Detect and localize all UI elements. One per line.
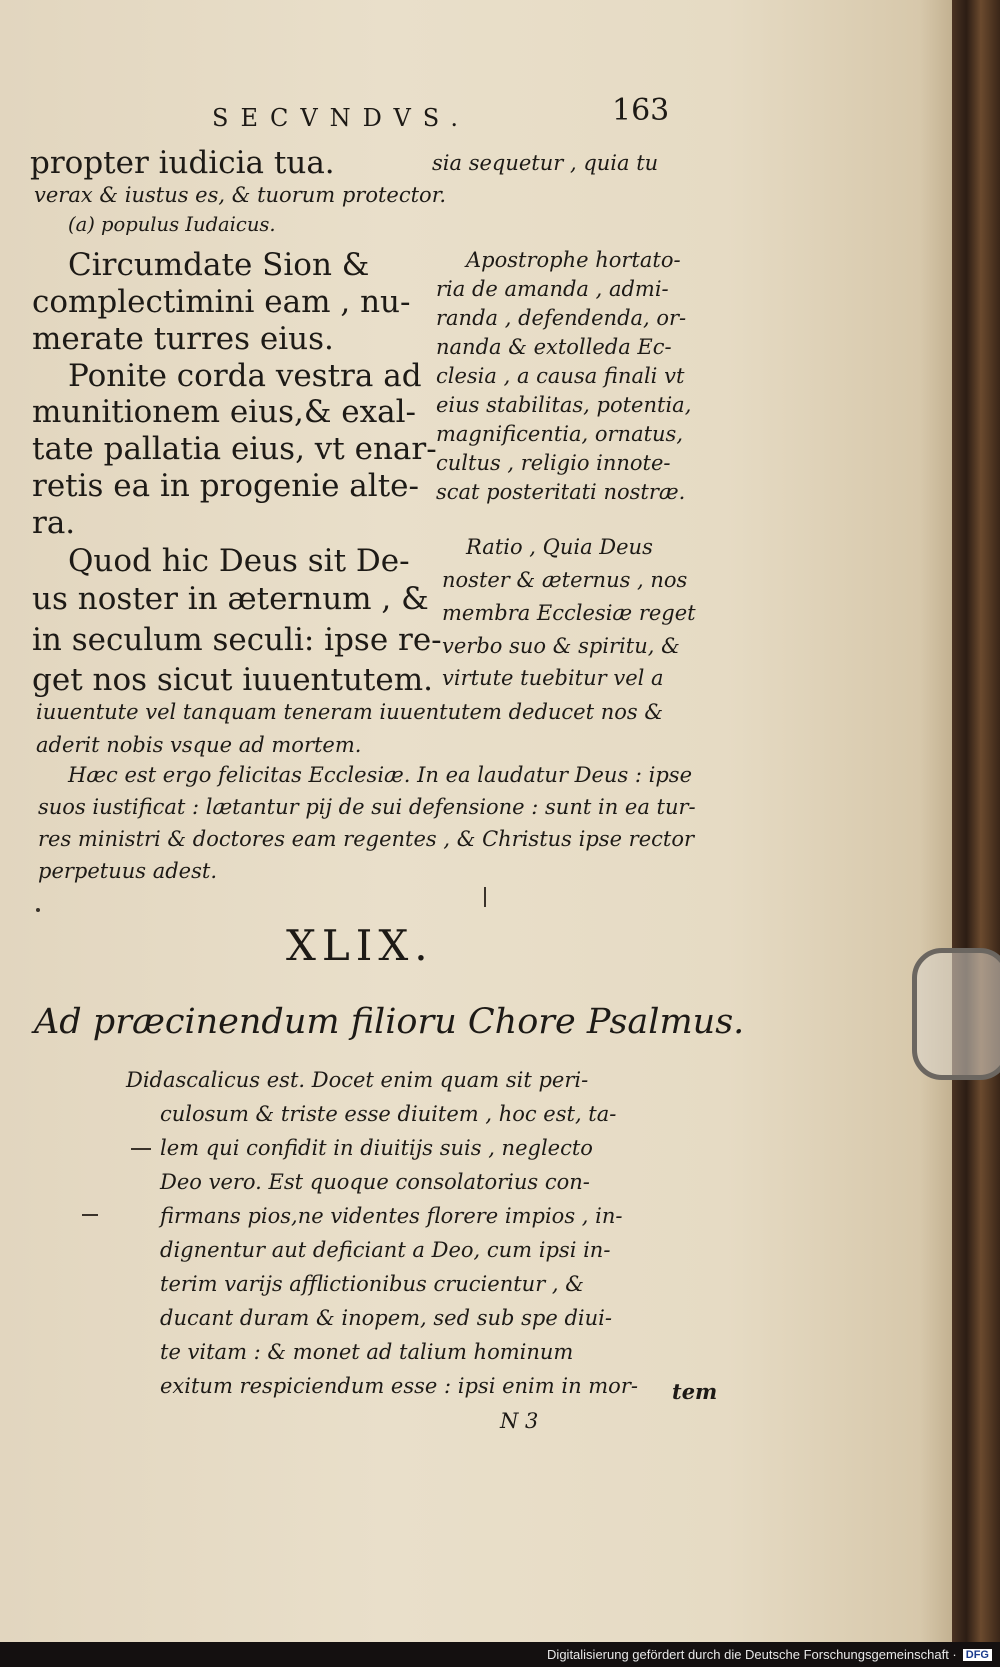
verse-line: merate turres eius. bbox=[32, 321, 334, 357]
credit-bar bbox=[0, 1642, 1000, 1667]
gloss-line: (a) populus Iudaicus. bbox=[68, 213, 276, 236]
argument-line: dignentur aut deficiant a Deo, cum ipsi in- bbox=[160, 1238, 611, 1262]
note-line: aderit nobis vsque ad mortem. bbox=[36, 733, 362, 757]
note-line: eius stabilitas, potentia, bbox=[436, 393, 692, 417]
note-line: clesia , a causa finali vt bbox=[436, 364, 685, 388]
page-number: 163 bbox=[612, 93, 670, 128]
ink-mark bbox=[36, 908, 40, 912]
note-line: Ratio , Quia Deus bbox=[466, 535, 653, 559]
conclusion-line: suos iustificat : lætantur pij de sui defensione : sunt in ea tur- bbox=[38, 795, 696, 819]
note-line: sia sequetur , quia tu bbox=[432, 151, 659, 175]
argument-line: culosum & triste esse diuitem , hoc est, ta- bbox=[160, 1102, 617, 1126]
note-line: scat posteritati nostræ. bbox=[436, 480, 686, 504]
psalm-title: Ad præcinendum filioru Chore Psalmus. bbox=[34, 1002, 745, 1042]
note-line: magnificentia, ornatus, bbox=[436, 422, 684, 446]
verse-line: complectimini eam , nu- bbox=[32, 284, 411, 320]
verse-line: propter iudicia tua. bbox=[30, 145, 335, 181]
psalm-numeral: XLIX. bbox=[286, 921, 434, 970]
catchword: tem bbox=[672, 1379, 718, 1404]
note-line: verbo suo & spiritu, & bbox=[442, 634, 680, 658]
conclusion-line: Hæc est ergo felicitas Ecclesiæ. In ea laudatur Deus : ipse bbox=[68, 763, 693, 787]
note-line: randa , defendenda, or- bbox=[436, 306, 687, 330]
note-line: membra Ecclesiæ reget bbox=[442, 601, 696, 625]
argument-line: terim varijs afflictionibus crucientur , & bbox=[160, 1272, 584, 1296]
argument-line: ducant duram & inopem, sed sub spe diui- bbox=[160, 1306, 612, 1330]
verse-line: get nos sicut iuuentutem. bbox=[32, 662, 433, 698]
verse-line: Ponite corda vestra ad bbox=[68, 358, 422, 394]
argument-line: Deo vero. Est quoque consolatorius con- bbox=[160, 1170, 590, 1194]
verse-line: Circumdate Sion & bbox=[68, 247, 370, 283]
dfg-logo: DFG bbox=[963, 1649, 992, 1661]
book-spine bbox=[952, 0, 1000, 1642]
argument-line: lem qui confidit in diuitijs suis , neglecto bbox=[160, 1136, 593, 1160]
note-line: iuuentute vel tanquam teneram iuuentutem deducet nos & bbox=[36, 700, 664, 724]
note-line: cultus , religio innote- bbox=[436, 451, 671, 475]
note-line: noster & æternus , nos bbox=[442, 568, 688, 592]
ink-mark bbox=[131, 1148, 151, 1150]
note-line: virtute tuebitur vel a bbox=[442, 666, 664, 690]
conclusion-line: res ministri & doctores eam regentes , & Christus ipse rector bbox=[38, 827, 695, 851]
verse-line: Quod hic Deus sit De- bbox=[68, 543, 410, 579]
signature-mark: N 3 bbox=[500, 1409, 539, 1433]
ink-mark bbox=[484, 887, 486, 907]
argument-line: Didascalicus est. Docet enim quam sit peri- bbox=[126, 1068, 589, 1092]
verse-line: tate pallatia eius, vt enar- bbox=[32, 431, 437, 467]
argument-line: exitum respiciendum esse : ipsi enim in mor- bbox=[160, 1374, 638, 1398]
argument-line: firmans pios,ne videntes florere impios , in- bbox=[160, 1204, 623, 1228]
verse-line: in seculum seculi: ipse re- bbox=[32, 622, 442, 658]
verse-line: munitionem eius,& exal- bbox=[32, 394, 416, 430]
credit-text: Digitalisierung gefördert durch die Deutsche Forschungsgemeinschaft · bbox=[547, 1647, 957, 1662]
running-title: SECVNDVS. bbox=[212, 104, 471, 132]
argument-line: te vitam : & monet ad talium hominum bbox=[160, 1340, 574, 1364]
conclusion-line: perpetuus adest. bbox=[38, 859, 218, 883]
note-line: Apostrophe hortato- bbox=[466, 248, 681, 272]
page-clip bbox=[912, 948, 1000, 1080]
note-line: ria de amanda , admi- bbox=[436, 277, 669, 301]
ink-mark bbox=[82, 1214, 98, 1216]
note-line: verax & iustus es, & tuorum protector. bbox=[34, 183, 447, 207]
verse-line: ra. bbox=[32, 505, 76, 541]
verse-line: retis ea in progenie alte- bbox=[32, 468, 419, 504]
note-line: nanda & extolleda Ec- bbox=[436, 335, 672, 359]
verse-line: us noster in æternum , & bbox=[32, 581, 429, 617]
